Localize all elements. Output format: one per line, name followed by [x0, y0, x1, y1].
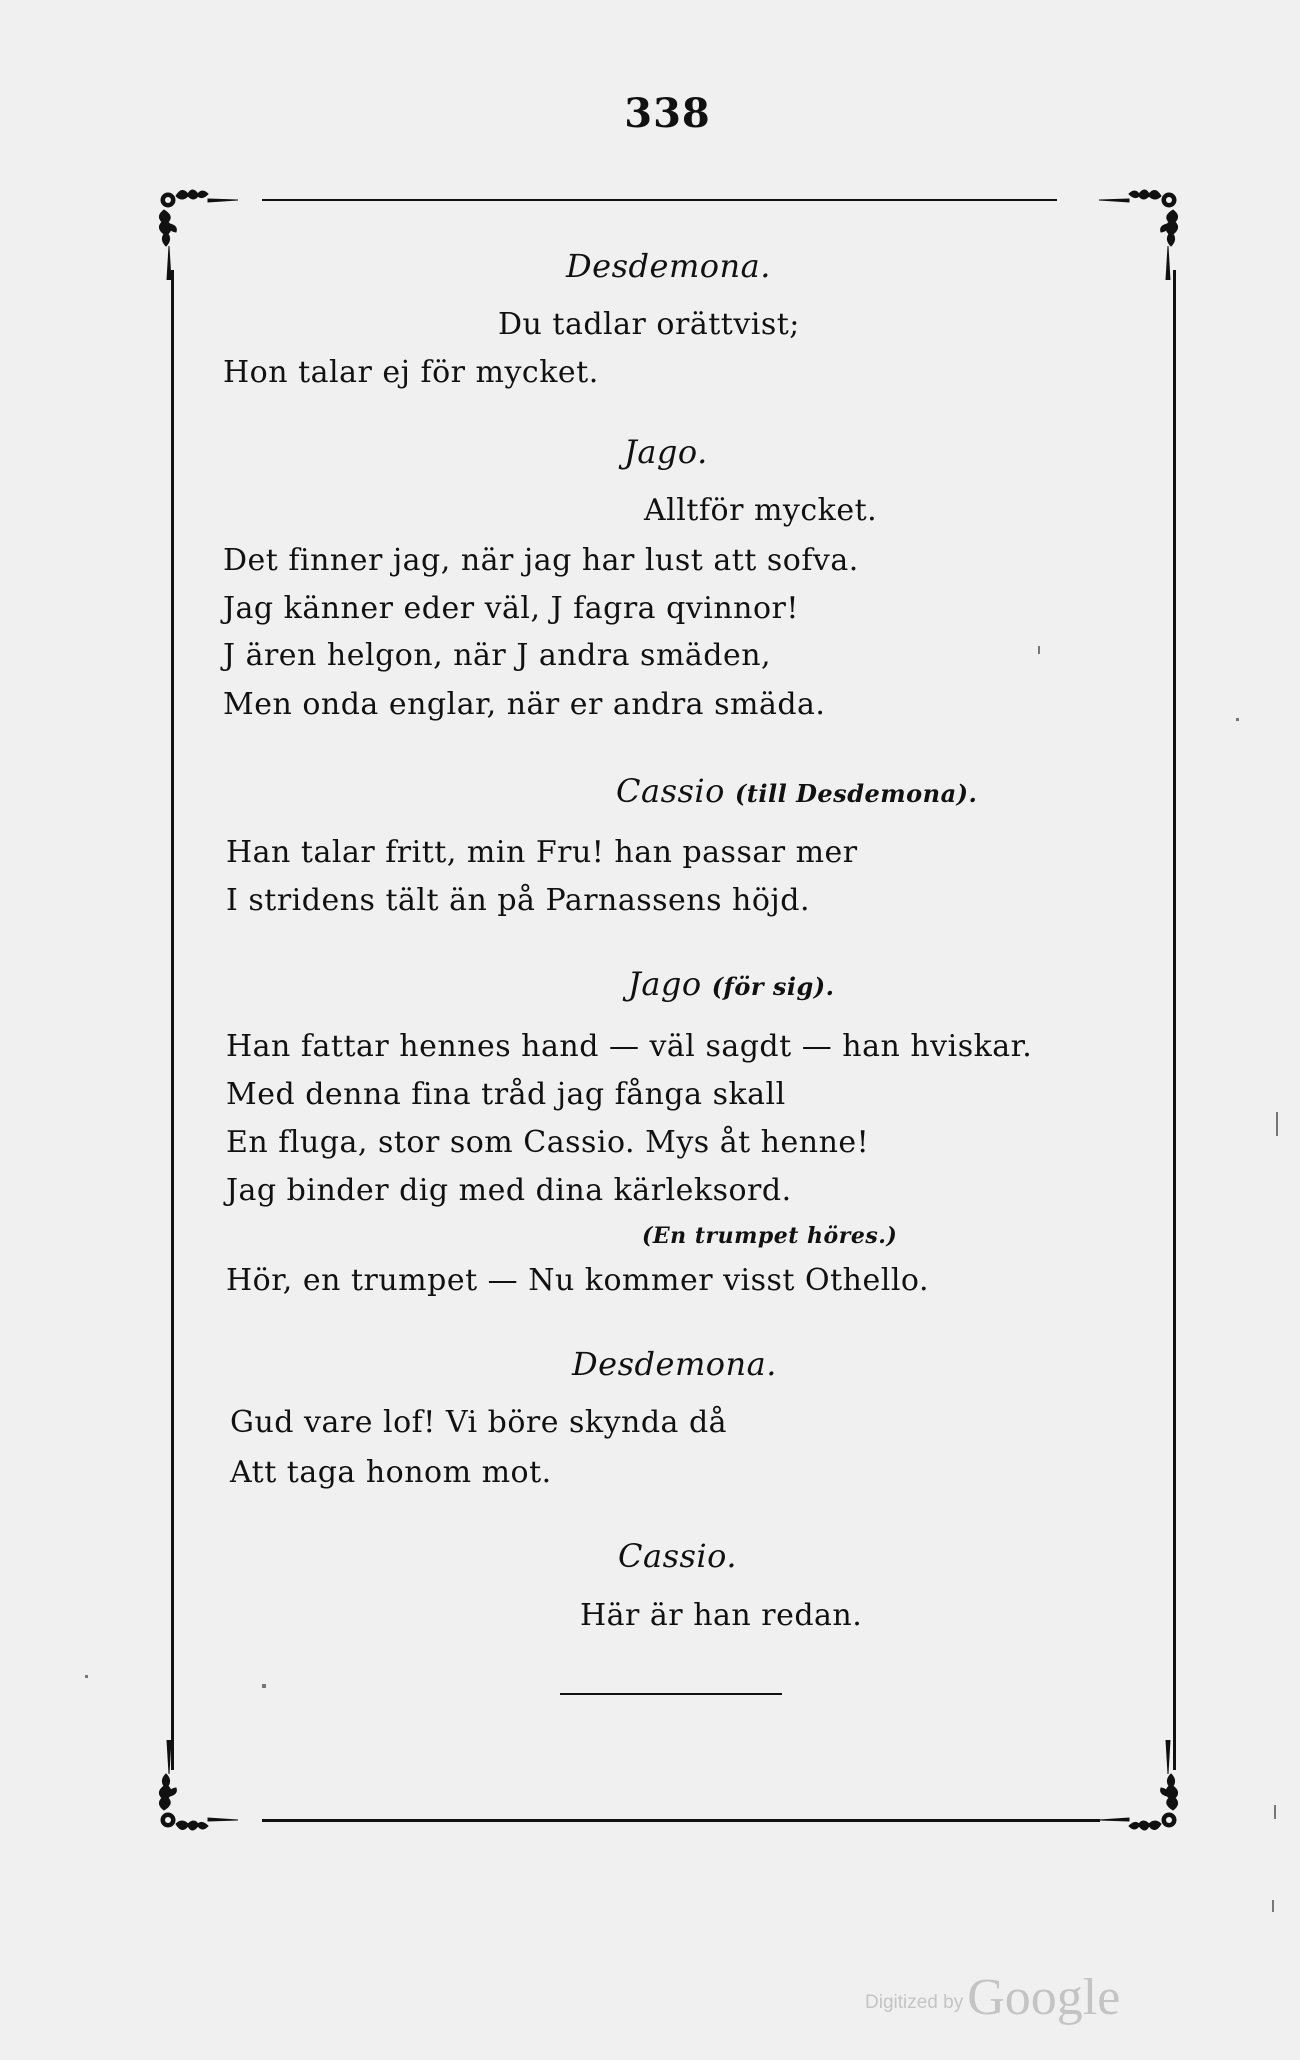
- verse-line: Här är han redan.: [580, 1598, 863, 1633]
- speaker-name: Jago: [628, 965, 702, 1003]
- flourish-corner-icon: [1085, 1740, 1185, 1840]
- scan-speck: [1038, 646, 1040, 654]
- frame-top-rule: [262, 199, 1057, 201]
- verse-line: Hon talar ej för mycket.: [223, 355, 599, 390]
- verse-line: Hör, en trumpet — Nu kommer visst Othello.: [226, 1263, 929, 1298]
- frame-bottom-rule: [262, 1819, 1100, 1822]
- verse-line: Gud vare lof! Vi böre skynda då: [230, 1405, 728, 1440]
- stage-direction: (till Desdemona).: [734, 779, 978, 808]
- scan-speck: [1272, 1900, 1274, 1912]
- flourish-corner-icon: [1085, 180, 1185, 280]
- speaker-name: Desdemona.: [572, 1345, 777, 1383]
- speaker-heading: [616, 772, 978, 810]
- verse-line: Du tadlar orättvist;: [498, 307, 800, 342]
- flourish-corner-icon: [152, 1740, 252, 1840]
- watermark-prefix: Digitized by: [865, 1992, 964, 2013]
- page-number: 338: [624, 90, 711, 137]
- verse-line: En fluga, stor som Cassio. Mys åt henne!: [226, 1125, 870, 1160]
- verse-line: Det finner jag, när jag har lust att sofva.: [223, 543, 859, 578]
- frame-right-rule: [1173, 270, 1176, 1770]
- verse-line: Jag binder dig med dina kärleksord.: [226, 1173, 792, 1208]
- scan-speck: [85, 1675, 88, 1678]
- scan-speck: [262, 1684, 266, 1688]
- scan-speck: [1236, 718, 1239, 721]
- stage-direction: (En trumpet höres.): [642, 1223, 898, 1249]
- google-logo: Google: [967, 1969, 1121, 2026]
- verse-line: I stridens tält än på Parnassens höjd.: [226, 883, 810, 918]
- verse-line: Han fattar hennes hand — väl sagdt — han hviskar.: [226, 1029, 1033, 1064]
- speaker-name: Jago.: [624, 433, 708, 471]
- scan-speck: [1276, 1112, 1278, 1136]
- frame-left-rule: [171, 270, 174, 1770]
- verse-line: J ären helgon, när J andra smäden,: [223, 638, 772, 673]
- speaker-name: Desdemona.: [566, 247, 771, 285]
- speaker-name: Cassio: [616, 772, 725, 810]
- digitized-watermark: [865, 1968, 1120, 2027]
- verse-line: Med denna fina tråd jag fånga skall: [226, 1077, 786, 1112]
- flourish-corner-icon: [152, 180, 252, 280]
- verse-line: Han talar fritt, min Fru! han passar mer: [226, 835, 858, 870]
- end-rule: [560, 1693, 782, 1695]
- verse-line: Jag känner eder väl, J fagra qvinnor!: [223, 591, 799, 626]
- verse-line: Men onda englar, när er andra smäda.: [223, 687, 826, 722]
- speaker-name: Cassio.: [618, 1537, 738, 1575]
- stage-direction: (för sig).: [711, 972, 835, 1001]
- verse-line: Att taga honom mot.: [230, 1455, 552, 1490]
- speaker-heading: [628, 965, 835, 1003]
- scan-speck: [1274, 1805, 1276, 1819]
- verse-line: Alltför mycket.: [644, 493, 878, 528]
